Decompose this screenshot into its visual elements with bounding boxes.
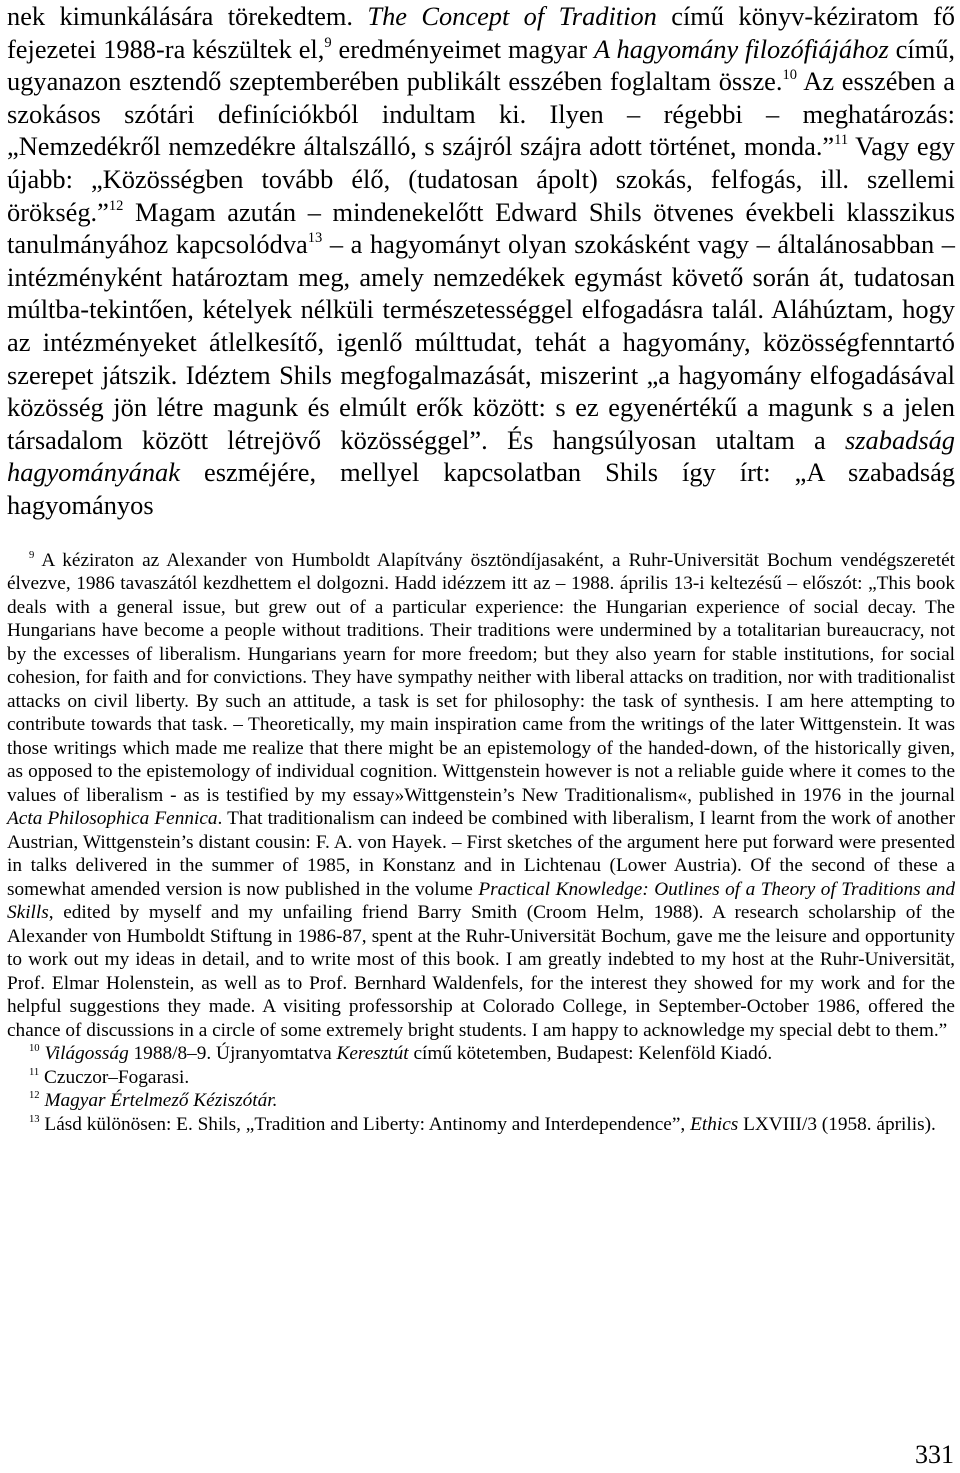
footnote-ref-11[interactable]: 11 (834, 132, 849, 149)
footnote-ref-13[interactable]: 13 (307, 230, 323, 247)
footnote-text: . That traditionalism can indeed be combined with liberalism, I learnt from the work of another Austrian, Wittgenstein’s distant cousin: F. A. von Hayek. – First sketches of the argument here put forward were presented in talks delivered in the summer of 1985, in Konstanz and in Lichtenau (Lower Austria). Of the second of these a somewhat amended version is now published in the volume (7, 808, 955, 900)
essay-title: A hagyomány filozófiájához (594, 33, 889, 64)
emphasized-term: szabadság hagyományának (7, 424, 955, 488)
text-span: Vagy egy újabb: „Közösségben tovább élő, (tudatosan ápolt) szokás, felfogás, ill. szellemi örökség.” (7, 131, 955, 227)
footnote-number: 11 (29, 1066, 40, 1078)
footnote-11 (7, 1066, 955, 1090)
book-title: The Concept of Tradition (367, 1, 657, 31)
text-span: Az esszében a szokásos szótári definíciókból indultam ki. Ilyen – régebbi – meghatározás: „Nemzedékről nemzedékre általszálló, s szájról szájra adott történet, monda.” (7, 66, 955, 162)
body-paragraph (7, 0, 955, 522)
footnote-number: 9 (29, 549, 35, 561)
footnote-text: , edited by myself and my unfailing friend Barry Smith (Croom Helm, 1988). A research scholarship of the Alexander von Humboldt Stiftung in 1986-87, spent at the Ruhr-Universität Bochum, gave me the leisure and opportunity to work out my ideas in detail, and to write most of this book. I am greatly indebted to my host at the Ruhr-Universität, Prof. Elmar Holenstein, as well as to Prof. Bernhard Waldenfels, for the interest they showed for my work and for the helpful suggestions they made. A visiting professorship at Colorado College, in September-October 1986, offered the chance of discussions in a circle of some extremely bright students. I am happy to acknowledge my special debt to them.” (7, 902, 955, 1041)
footnote-text: Czuczor–Fogarasi. (39, 1066, 190, 1088)
footnote-13 (7, 1113, 955, 1137)
footnote-text: A kéziraton az Alexander von Humboldt Alapítvány ösztöndíjasaként, a Ruhr-Universität Bochum vendégszeretét élvezve, 1986 tavaszától kezdhettem el dolgozni. Hadd idézzem itt az – 1988. április 13-i keltezésű – előszót: „This book deals with a general issue, but grew out of a particular experience: the Hungarian experience of social decay. The Hungarians have become a people without traditions. Their traditions were undermined by a totalitarian bureaucracy, not by the excesses of liberalism. Hungarians yearn for more freedom; but they also yearn for stable institutions, for social cohesion, for faith and for convictions. They have sympathy neither with liberal attacks on tradition, nor with traditionalist attacks on civil liberty. By such an attitude, a task is set for philosophy: the task of synthesis. I am here attempting to contribute towards that task. – Theoretically, my main inspiration came from the writings of the later Wittgenstein. It was those writings which made me realize that there might be an epistemology of the handed-down, of the historically given, as opposed to the epistemology of individual cognition. Wittgenstein however is not a reliable guide where it comes to the values of liberalism - as is testified by my essay»Wittgenstein’s New Traditionalism«, published in 1976 in the journal (7, 549, 955, 806)
footnote-number: 12 (29, 1090, 40, 1102)
text-span: című könyv-kéziratom fő fejezetei 1988-ra készültek el, (7, 1, 955, 64)
dictionary-title: Magyar Értelmező Kéziszótár. (44, 1090, 278, 1111)
footnote-text: LXVIII/3 (1958. április). (738, 1113, 936, 1135)
text-span: című, ugyanazon esztendő szeptemberében publikált esszében foglaltam össze. (7, 33, 956, 97)
footnote-ref-9[interactable]: 9 (324, 34, 332, 51)
footnote-text: című kötetemben, Budapest: Kelenföld Kiadó. (408, 1043, 773, 1064)
text-span: Magam azután – mindenekelőtt Edward Shils ötvenes évekbeli klasszikus tanulmányához kapcsolódva (7, 196, 955, 260)
text-span: – a hagyományt olyan szokásként vagy – általánosabban – intézményként határoztam meg, amely nemzedékek egymást követő során át, tudatosan múltba-tekintően, kételyek nélküli természetességgel elfogadásra talál. Aláhúztam, hogy az intézményeket átlelkesítő, igenlő múlttudat, tehát a hagyomány, közösségfenntartó szerepet játszik. Idéztem Shils megfogalmazását, miszerint „a hagyomány elfogadásával közösség jön létre magunk és elmúlt erők között: s ez egyenértékű a magunk s a jelen társadalom között létrejövő közösséggel”. És hangsúlyosan utaltam a (7, 229, 955, 455)
journal-title: Acta Philosophica Fennica (7, 808, 218, 829)
footnote-10 (7, 1042, 955, 1066)
text-span: eredményeimet magyar (331, 33, 595, 64)
footnote-text: 1988/8–9. Újranyomtatva (128, 1043, 337, 1064)
footnote-number: 10 (29, 1043, 40, 1055)
book-title: Keresztút (336, 1043, 409, 1064)
body-text (7, 0, 955, 522)
text-span: eszméjére, mellyel kapcsolatban Shils így írt: „A szabadság hagyományos (7, 457, 955, 520)
book-title: Practical Knowledge: Outlines of a Theory of Traditions and Skills (7, 878, 955, 923)
footnote-number: 13 (29, 1113, 40, 1125)
footnote-12 (7, 1089, 955, 1113)
footnote-9 (7, 549, 955, 1043)
journal-title: Világosság (44, 1043, 129, 1064)
page-number: 331 (915, 1440, 954, 1469)
text-span: nek kimunkálására törekedtem. (7, 1, 368, 31)
journal-title: Ethics (690, 1113, 739, 1135)
document-page (7, 0, 955, 1136)
footnotes (7, 549, 955, 1137)
footnote-ref-10[interactable]: 10 (782, 67, 797, 84)
footnote-ref-12[interactable]: 12 (108, 197, 124, 214)
footnote-text: Lásd különösen: E. Shils, „Tradition and Liberty: Antinomy and Interdependence”, (39, 1113, 691, 1135)
